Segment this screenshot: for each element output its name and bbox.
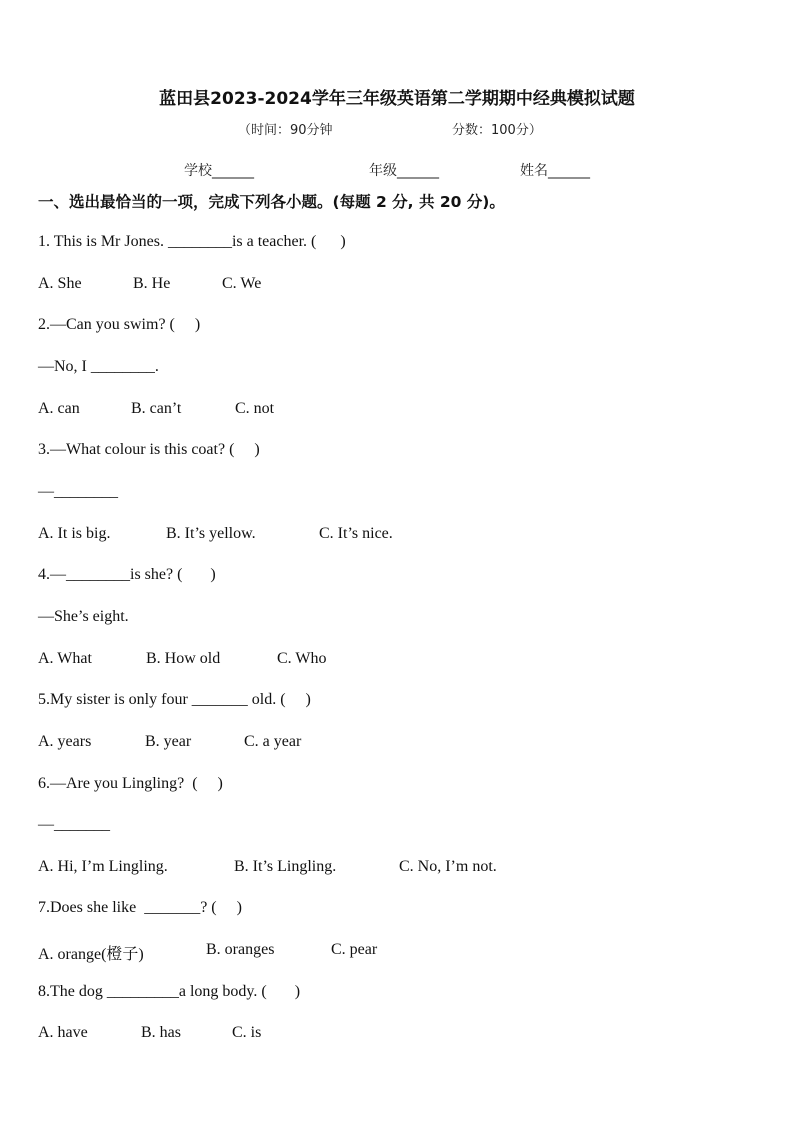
question-3-option-a: A. It is big. xyxy=(38,525,111,542)
question-3-option-b: B. It’s yellow. xyxy=(166,525,256,542)
question-7-option-a: A. orange(橙子) xyxy=(38,946,144,963)
question-3-stem: 3.—What colour is this coat? ( ) xyxy=(38,441,260,458)
question-1-option-b: B. He xyxy=(133,275,171,292)
question-7-option-c: C. pear xyxy=(331,941,378,958)
question-1-stem: 1. This is Mr Jones. ________is a teacher. ( ) xyxy=(38,233,346,250)
question-6-option-c: C. No, I’m not. xyxy=(399,858,497,875)
question-2-option-b: B. can’t xyxy=(131,400,182,417)
question-8-stem: 8.The dog _________a long body. ( ) xyxy=(38,983,301,1000)
question-5-option-a: A. years xyxy=(38,733,92,750)
question-5-option-b: B. year xyxy=(145,733,192,750)
question-4-reply: —She’s eight. xyxy=(38,608,129,625)
exam-title: 蓝田县2023-2024学年三年级英语第二学期期中经典模拟试题 xyxy=(159,89,635,109)
question-2-reply: —No, I ________. xyxy=(38,358,159,375)
school-field-label: 学校______ xyxy=(184,163,254,179)
question-4-option-c: C. Who xyxy=(277,650,327,667)
question-8-option-b: B. has xyxy=(141,1024,181,1041)
question-2-option-a: A. can xyxy=(38,400,80,417)
question-7-option-b: B. oranges xyxy=(206,941,275,958)
question-7-stem: 7.Does she like _______? ( ) xyxy=(38,899,242,916)
question-8-option-c: C. is xyxy=(232,1024,262,1041)
question-2-option-c: C. not xyxy=(235,400,275,417)
question-5-option-c: C. a year xyxy=(244,733,302,750)
section-heading: 一、选出最恰当的一项，完成下列各小题。(每题 2 分, 共 20 分)。 xyxy=(38,193,505,211)
question-3-option-c: C. It’s nice. xyxy=(319,525,393,542)
question-6-option-a: A. Hi, I’m Lingling. xyxy=(38,858,168,875)
question-6-option-b: B. It’s Lingling. xyxy=(234,858,337,875)
question-4-stem: 4.—________is she? ( ) xyxy=(38,566,216,583)
question-1-option-c: C. We xyxy=(222,275,262,292)
question-4-option-b: B. How old xyxy=(146,650,221,667)
question-5-stem: 5.My sister is only four _______ old. ( ) xyxy=(38,691,311,708)
question-6-stem: 6.—Are you Lingling? ( ) xyxy=(38,775,223,792)
time-limit: （时间：90分钟 xyxy=(238,123,333,138)
question-4-option-a: A. What xyxy=(38,650,92,667)
name-field-label: 姓名______ xyxy=(520,163,590,179)
question-6-reply: —_______ xyxy=(38,816,110,833)
total-score: 分数：100分） xyxy=(452,123,542,138)
grade-field-label: 年级______ xyxy=(369,163,439,179)
question-1-option-a: A. She xyxy=(38,275,82,292)
question-3-reply: —________ xyxy=(38,483,118,500)
question-8-option-a: A. have xyxy=(38,1024,88,1041)
question-2-stem: 2.—Can you swim? ( ) xyxy=(38,316,201,333)
